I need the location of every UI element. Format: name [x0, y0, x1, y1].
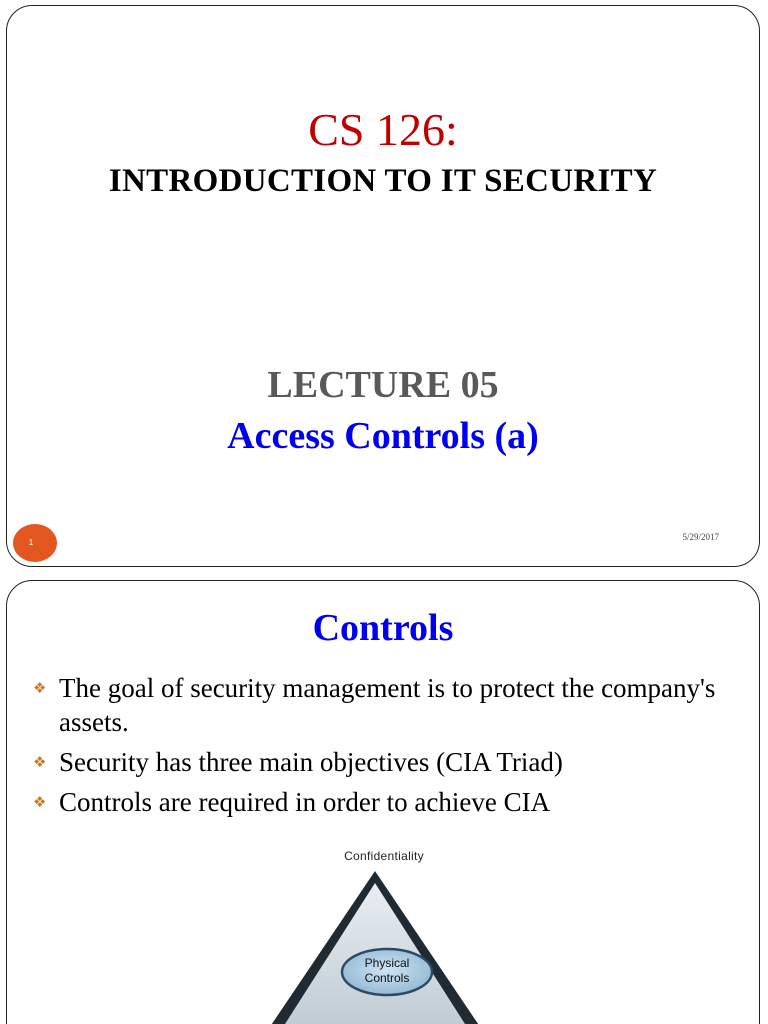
triad-pyramid-graphic [7, 839, 761, 1024]
confidentiality-label: Confidentiality [344, 849, 424, 863]
diamond-bullet-icon: ❖ [33, 753, 47, 771]
bullet-text: The goal of security management is to protect the company's assets. [59, 673, 716, 737]
slide-title: Controls [312, 607, 454, 649]
bullet-list [33, 671, 733, 825]
lecture-title: Access Controls (a) [227, 415, 539, 457]
physical-controls-label: Physical Controls [364, 956, 410, 985]
course-name: INTRODUCTION TO IT SECURITY [108, 163, 658, 199]
diamond-bullet-icon: ❖ [33, 679, 47, 697]
bullet-text: Controls are required in order to achieve CIA [59, 787, 551, 817]
list-item [33, 785, 733, 819]
cia-triad-diagram [7, 839, 761, 1024]
bullet-text: Security has three main objectives (CIA Triad) [59, 747, 563, 777]
list-item [33, 671, 733, 739]
list-item [33, 745, 733, 779]
diamond-bullet-icon: ❖ [33, 793, 47, 811]
page-number-badge: 1 [13, 524, 57, 562]
title-slide [6, 5, 760, 567]
lecture-number: LECTURE 05 [267, 364, 499, 406]
controls-slide [6, 580, 760, 1024]
slide-date: 5/29/2017 [682, 532, 719, 542]
course-code: CS 126: [308, 104, 458, 155]
